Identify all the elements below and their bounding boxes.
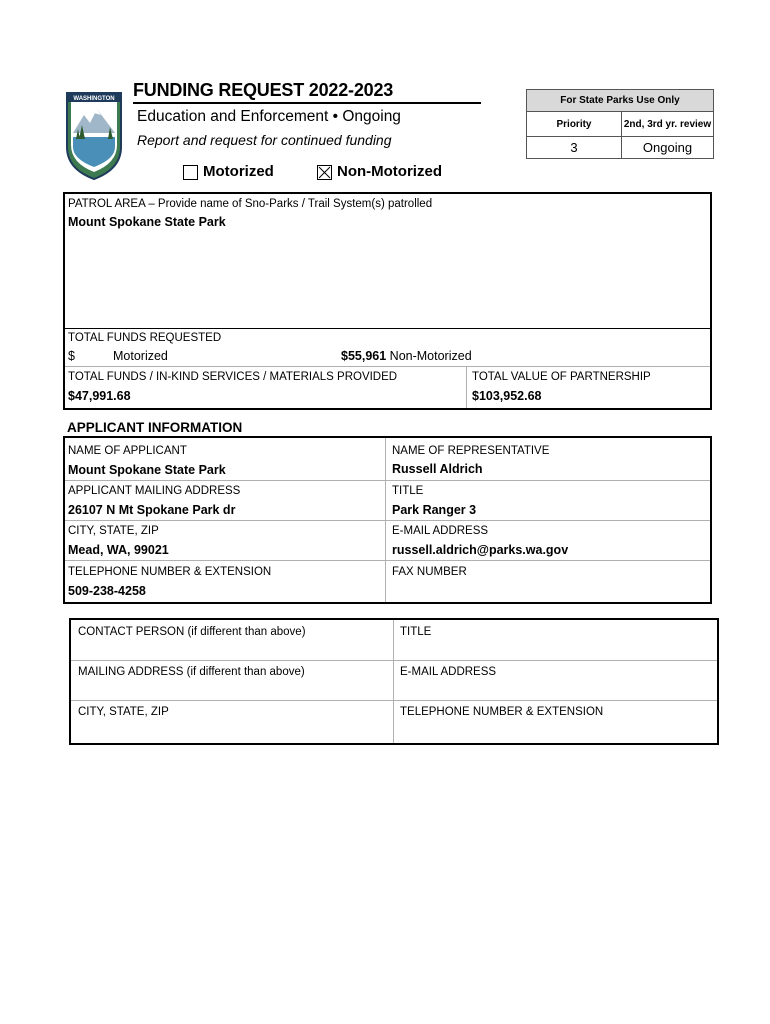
divider	[393, 620, 394, 743]
contact-city-label[interactable]: CITY, STATE, ZIP	[78, 706, 169, 718]
divider	[65, 328, 710, 329]
partnership-value[interactable]: $103,952.68	[472, 389, 542, 403]
contact-mailing-label[interactable]: MAILING ADDRESS (if different than above)	[78, 666, 305, 678]
motorized-option-label: Motorized	[203, 163, 274, 180]
city-state-zip-label: CITY, STATE, ZIP	[68, 525, 159, 537]
review-value[interactable]: Ongoing	[642, 140, 693, 155]
telephone-label: TELEPHONE NUMBER & EXTENSION	[68, 566, 272, 578]
email-label: E-MAIL ADDRESS	[392, 525, 489, 537]
state-parks-use-only-box	[526, 89, 714, 159]
title-label: TITLE	[392, 485, 424, 497]
telephone-value[interactable]: 509-238-4258	[68, 584, 146, 598]
contact-person-label[interactable]: CONTACT PERSON (if different than above)	[78, 626, 306, 638]
contact-phone-label[interactable]: TELEPHONE NUMBER & EXTENSION	[400, 706, 604, 718]
non-motorized-option-label: Non-Motorized	[337, 163, 442, 180]
divider	[65, 520, 710, 521]
non-motorized-funds[interactable]	[341, 349, 472, 363]
state-parks-box-heading: For State Parks Use Only	[527, 90, 713, 112]
dollar-sign: $	[68, 349, 75, 363]
review-label: 2nd, 3rd yr. review	[623, 118, 712, 130]
washington-state-parks-logo	[64, 89, 124, 181]
priority-label: Priority	[556, 118, 592, 130]
patrol-area-value[interactable]: Mount Spokane State Park	[68, 215, 226, 229]
inkind-value[interactable]: $47,991.68	[68, 389, 131, 403]
inkind-label: TOTAL FUNDS / IN-KIND SERVICES / MATERIALS PROVIDED	[68, 371, 398, 383]
total-funds-requested-label: TOTAL FUNDS REQUESTED	[68, 332, 222, 344]
motorized-funds-label: Motorized	[113, 349, 168, 363]
contact-title-label[interactable]: TITLE	[400, 626, 432, 638]
applicant-name-label: NAME OF APPLICANT	[68, 445, 187, 457]
title-underline	[133, 102, 481, 104]
divider	[65, 366, 710, 367]
fax-label: FAX NUMBER	[392, 566, 467, 578]
contact-person-table	[69, 618, 719, 745]
check-x-icon	[318, 166, 331, 179]
applicant-info-table	[63, 436, 712, 604]
divider	[466, 366, 467, 408]
page-note: Report and request for continued funding	[137, 132, 392, 148]
motorized-checkbox[interactable]	[183, 165, 198, 180]
partnership-label: TOTAL VALUE OF PARTNERSHIP	[472, 371, 651, 383]
priority-value[interactable]: 3	[570, 140, 578, 155]
title-value[interactable]: Park Ranger 3	[392, 503, 477, 517]
page-title: FUNDING REQUEST 2022-2023	[133, 80, 394, 100]
mailing-address-value[interactable]: 26107 N Mt Spokane Park dr	[68, 503, 236, 517]
divider	[71, 660, 717, 661]
contact-email-label[interactable]: E-MAIL ADDRESS	[400, 666, 497, 678]
divider	[65, 480, 710, 481]
email-value[interactable]: russell.aldrich@parks.wa.gov	[392, 543, 569, 557]
city-state-zip-value[interactable]: Mead, WA, 99021	[68, 543, 169, 557]
svg-text:WASHINGTON: WASHINGTON	[73, 96, 115, 102]
non-motorized-funds-label: Non-Motorized	[389, 349, 472, 363]
mailing-address-label: APPLICANT MAILING ADDRESS	[68, 485, 241, 497]
applicant-info-heading: APPLICANT INFORMATION	[67, 420, 243, 435]
divider	[71, 700, 717, 701]
divider	[65, 560, 710, 561]
patrol-funds-table	[63, 192, 712, 410]
patrol-area-label: PATROL AREA – Provide name of Sno-Parks / Trail System(s) patrolled	[68, 198, 433, 210]
representative-label: NAME OF REPRESENTATIVE	[392, 445, 550, 457]
applicant-name-value[interactable]: Mount Spokane State Park	[68, 463, 226, 477]
representative-value[interactable]: Russell Aldrich	[392, 462, 483, 476]
page-subtitle: Education and Enforcement • Ongoing	[137, 108, 401, 125]
non-motorized-amount: $55,961	[341, 349, 387, 363]
non-motorized-checkbox[interactable]	[317, 165, 332, 180]
